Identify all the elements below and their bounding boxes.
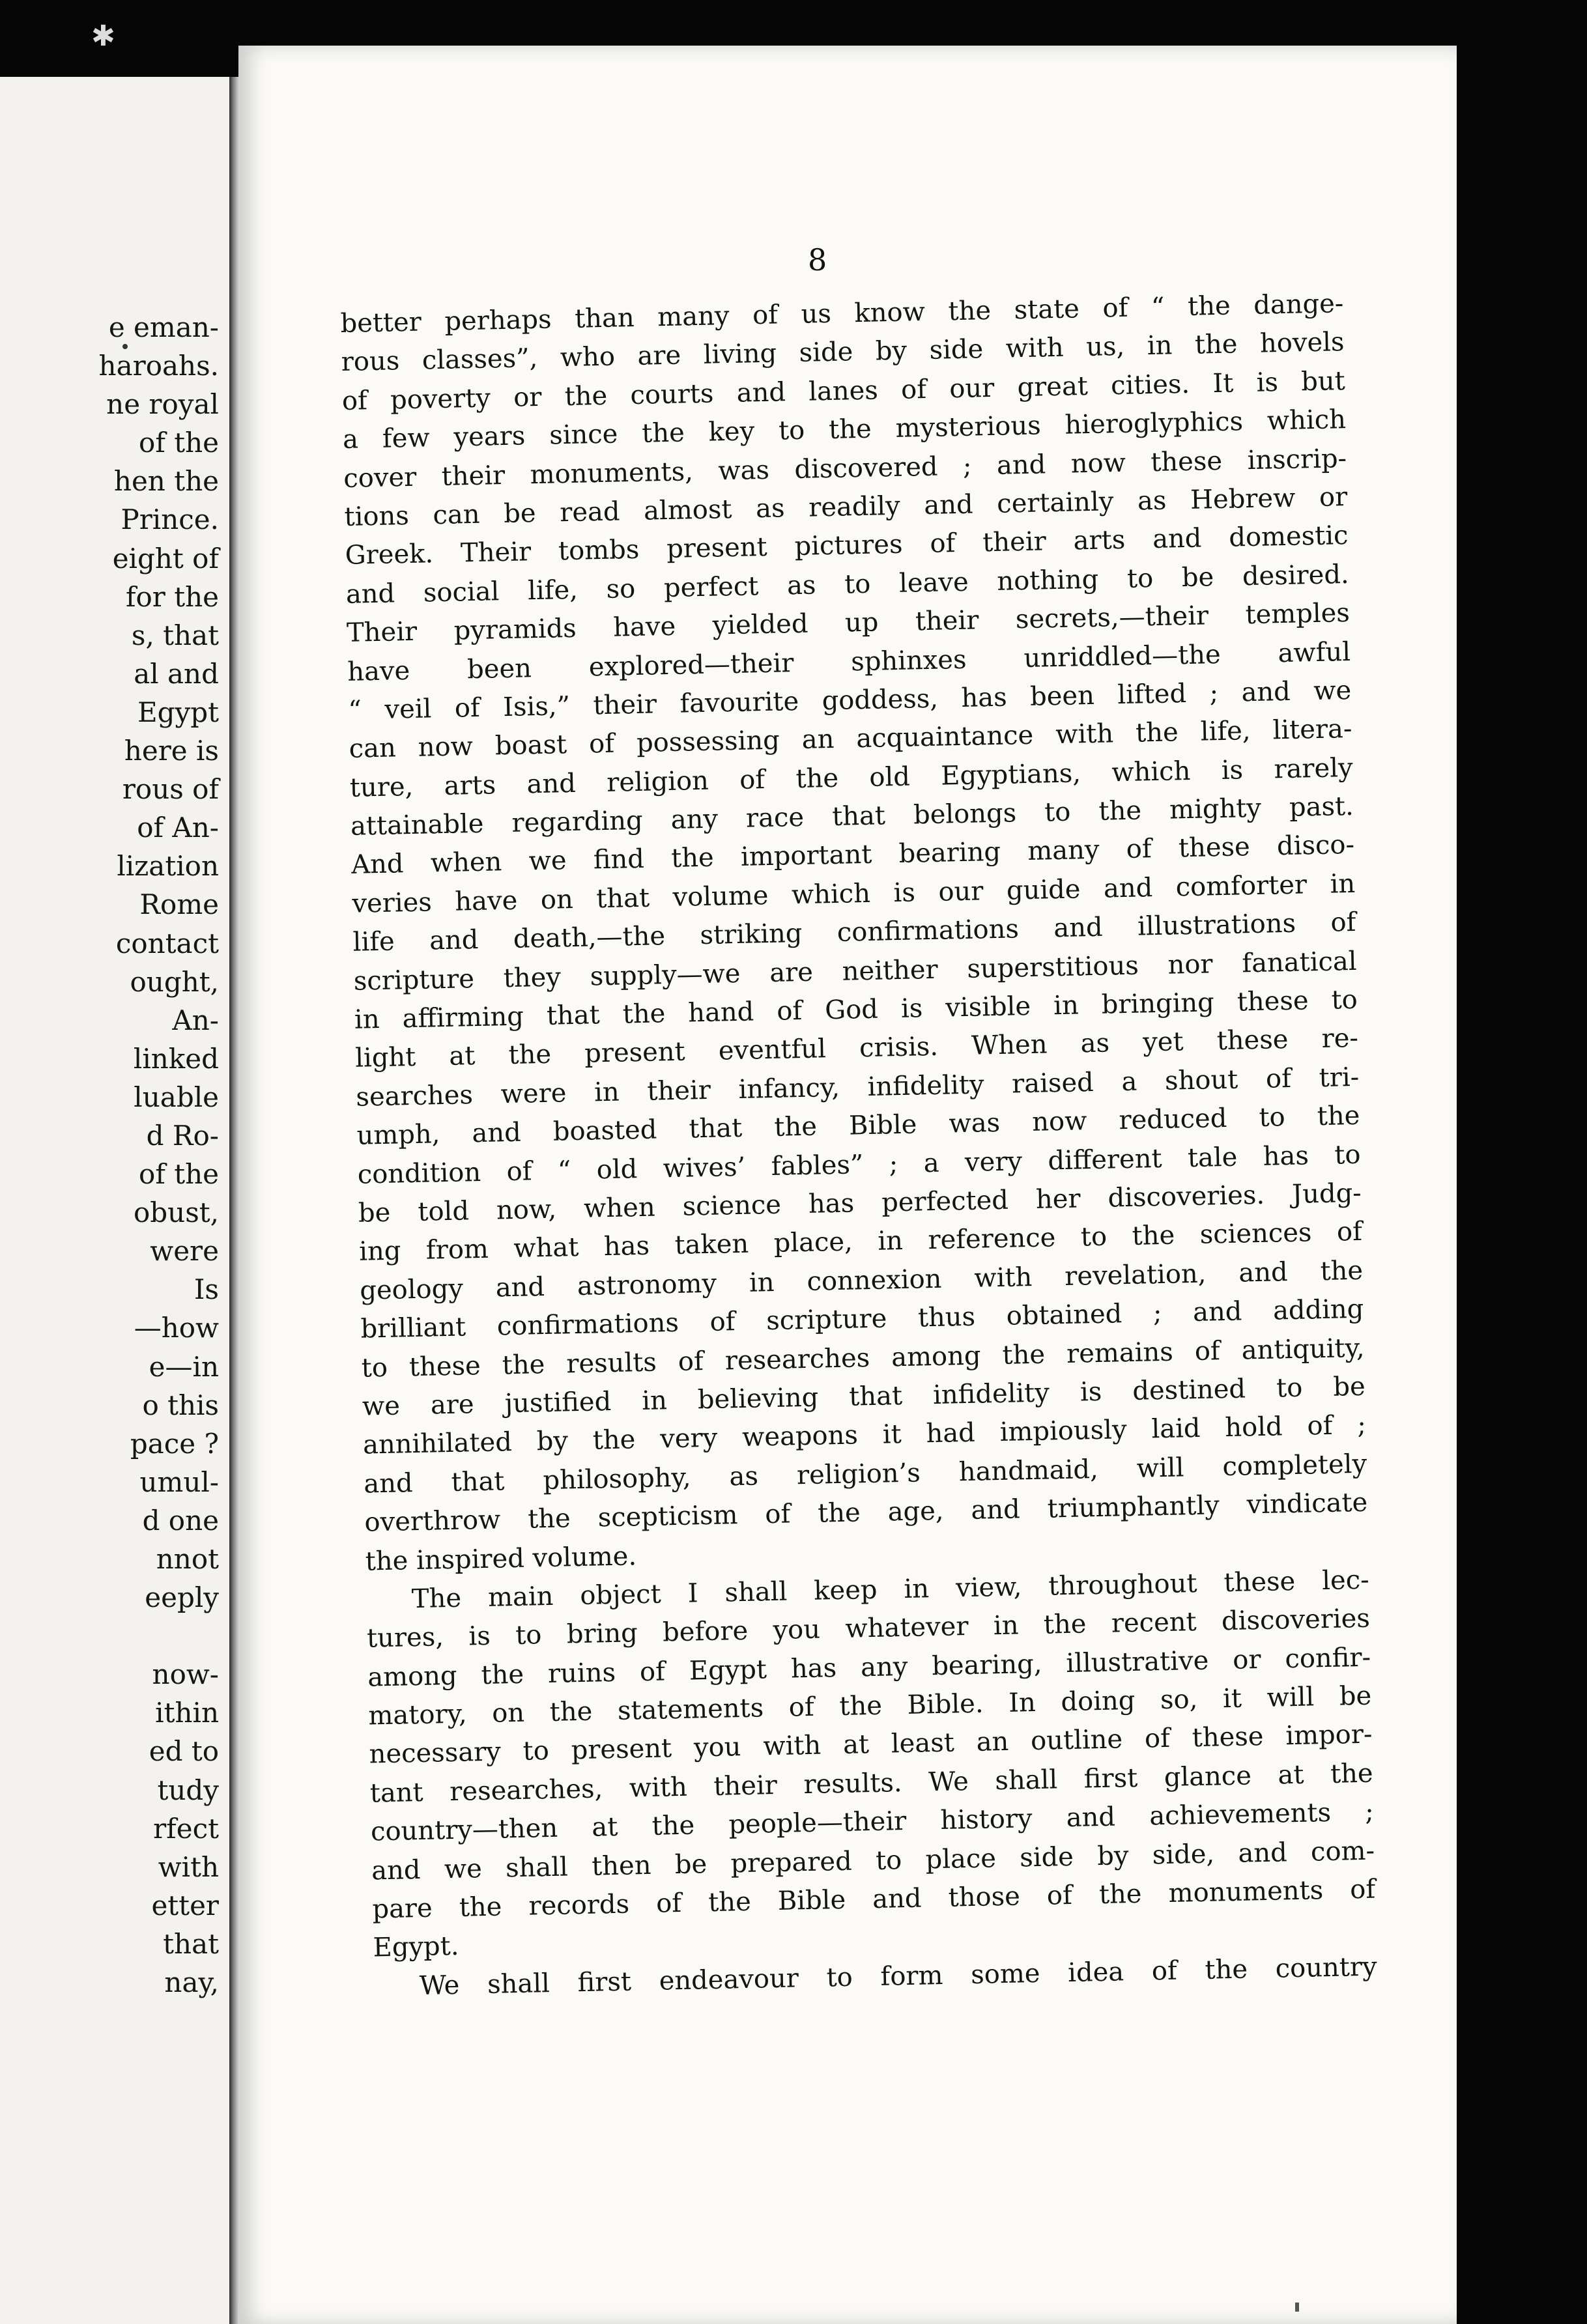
paragraph-end-line: the inspired volume. xyxy=(365,1540,637,1577)
left-fragment-line: of An- xyxy=(137,812,219,844)
left-fragment-line: hen the xyxy=(113,465,219,498)
text-line: among the ruins of Egypt has any bearing, illustrative or confir- xyxy=(367,1642,1371,1693)
left-fragment-line: obust, xyxy=(133,1197,219,1229)
paragraph-end-line: Egypt. xyxy=(373,1931,459,1963)
left-fragment-line: of the xyxy=(139,427,219,459)
left-fragment-line: e eman- xyxy=(108,311,219,343)
text-line: cover their monuments, was discovered ; and now these inscrip- xyxy=(343,443,1347,494)
text-line: brilliant confirmations of scripture thus obtained ; and adding xyxy=(360,1294,1364,1344)
text-line: ing from what has taken place, in reference to the sciences of xyxy=(358,1217,1363,1268)
left-fragment-line: Egypt xyxy=(137,696,219,728)
left-fragment-line: eeply xyxy=(145,1581,219,1614)
paragraph-start-line: The main object I shall keep in view, throughout these lec- xyxy=(411,1565,1370,1615)
corner-scan-mark: ✱ xyxy=(91,20,115,53)
left-fragment-line: ought, xyxy=(130,965,219,998)
text-line: we are justified in believing that infidelity is destined to be xyxy=(362,1371,1366,1422)
text-line: ture, arts and religion of the old Egyptians, which is rarely xyxy=(349,752,1354,803)
text-line: overthrow the scepticism of the age, and triumphantly vindicate xyxy=(364,1487,1368,1538)
left-fragment-line: —how xyxy=(134,1312,219,1344)
book-gutter xyxy=(229,77,238,2324)
page-number: 8 xyxy=(808,242,827,277)
text-line: be told now, when science has perfected her discoveries. Judg- xyxy=(358,1178,1362,1228)
scan-speck xyxy=(122,344,128,349)
left-page-text-fragments xyxy=(99,308,219,2002)
left-fragment-line: s, that xyxy=(131,619,219,651)
text-line: tions can be read almost as readily and certainly as Hebrew or xyxy=(344,481,1348,532)
left-fragment-line: were xyxy=(150,1235,219,1268)
text-line: in affirming that the hand of God is visible in bringing these to xyxy=(354,984,1358,1035)
text-line: necessary to present you with at least an outline of these impor- xyxy=(369,1720,1373,1770)
left-fragment-line: pace ? xyxy=(130,1427,219,1460)
left-fragment-line: luable xyxy=(134,1081,219,1113)
text-line: life and death,—the striking confirmations and illustrations of xyxy=(352,907,1356,958)
left-fragment-line: nnot xyxy=(156,1543,219,1575)
left-fragment-line: lization xyxy=(117,850,219,883)
text-line: “ veil of Isis,” their favourite goddess, has been lifted ; and we xyxy=(348,675,1352,726)
left-fragment-line: umul- xyxy=(139,1466,219,1498)
left-fragment-line: of the xyxy=(139,1158,219,1191)
left-fragment-line: here is xyxy=(124,735,219,767)
text-line: pare the records of the Bible and those of the monuments of xyxy=(371,1874,1376,1925)
text-line: tures, is to bring before you whatever in the recent discoveries xyxy=(366,1603,1371,1654)
text-line: and that philosophy, as religion’s handmaid, will completely xyxy=(363,1449,1367,1499)
left-fragment-line: Rome xyxy=(139,888,219,921)
text-line: And when we find the important bearing many of these disco- xyxy=(350,830,1355,881)
text-line: tant researches, with their results. We shall first glance at the xyxy=(369,1758,1374,1809)
left-fragment-line: al and xyxy=(134,657,219,690)
left-fragment-line: Is xyxy=(193,1273,219,1306)
text-line: rous classes”, who are living side by side with us, in the hovels xyxy=(341,327,1345,378)
left-fragment-line: eight of xyxy=(112,542,219,574)
text-line: veries have on that volume which is our guide and comforter in xyxy=(351,868,1356,919)
left-fragment-line: d Ro- xyxy=(146,1119,219,1152)
text-line: Their pyramids have yielded up their secrets,—their temples xyxy=(346,598,1351,649)
left-fragment-line: linked xyxy=(133,1042,219,1075)
left-fragment-line: d one xyxy=(142,1504,219,1537)
left-fragment-line: ne royal xyxy=(106,388,219,421)
left-fragment-line: etter xyxy=(151,1889,219,1921)
text-line: can now boast of possessing an acquaintance with the life, litera- xyxy=(349,714,1352,765)
left-fragment-line: contact xyxy=(115,927,219,959)
left-fragment-line: now- xyxy=(152,1658,219,1691)
paragraph-start-line: We shall first endeavour to form some idea of the country xyxy=(419,1951,1377,2001)
text-line: of poverty or the courts and lanes of our great cities. It is but xyxy=(341,365,1346,416)
text-line: a few years since the key to the mysterious hieroglyphics which xyxy=(342,404,1347,455)
text-line: matory, on the statements of the Bible. In doing so, it will be xyxy=(368,1680,1372,1731)
text-line: light at the present eventful crisis. When as yet these re- xyxy=(354,1023,1359,1074)
left-fragment-gap xyxy=(99,1617,219,1655)
scan-speck xyxy=(1295,2303,1299,2312)
text-line: better perhaps than many of us know the state of “ the dange- xyxy=(340,289,1344,339)
text-line: geology and astronomy in connexion with revelation, and the xyxy=(359,1255,1364,1306)
text-line: Greek. Their tombs present pictures of their arts and domestic xyxy=(345,520,1349,571)
text-line: attainable regarding any race that belongs to the mighty past. xyxy=(350,791,1354,842)
left-fragment-line: that xyxy=(163,1927,219,1960)
left-fragment-line: nay, xyxy=(164,1966,219,1999)
left-facing-page xyxy=(0,77,229,2324)
text-line: country—then at the people—their history and achievements ; xyxy=(370,1796,1375,1847)
left-fragment-line: with xyxy=(158,1850,219,1883)
text-line: annihilated by the very weapons it had impiously laid hold of ; xyxy=(362,1410,1367,1460)
left-fragment-line: rfect xyxy=(153,1812,219,1845)
text-line: to these the results of researches among the remains of antiquity, xyxy=(361,1333,1365,1383)
left-fragment-line: o this xyxy=(142,1389,219,1421)
left-fragment-line: ed to xyxy=(149,1735,219,1768)
left-fragment-line: An- xyxy=(172,1004,219,1036)
left-fragment-line: ithin xyxy=(155,1697,219,1729)
left-fragment-line: rous of xyxy=(122,773,219,806)
left-fragment-line: e—in xyxy=(149,1350,219,1383)
text-line: and social life, so perfect as to leave nothing to be desired. xyxy=(345,559,1350,610)
left-fragment-line: tudy xyxy=(157,1774,219,1806)
page-body-text xyxy=(340,285,1377,2007)
text-line: condition of “ old wives’ fables” ; a very different tale has to xyxy=(357,1139,1361,1190)
text-line: umph, and boasted that the Bible was now reduced to the xyxy=(356,1101,1360,1151)
left-fragment-line: haroahs. xyxy=(98,350,219,382)
left-fragment-line: Prince. xyxy=(121,503,219,536)
text-line: have been explored—their sphinxes unriddled—the awful xyxy=(347,636,1351,687)
left-fragment-line: for the xyxy=(125,580,219,613)
text-line: and we shall then be prepared to place side by side, and com- xyxy=(371,1835,1375,1886)
text-line: scripture they supply—we are neither superstitious nor fanatical xyxy=(353,946,1357,997)
text-line: searches were in their infancy, infidelity raised a shout of tri- xyxy=(355,1062,1360,1112)
